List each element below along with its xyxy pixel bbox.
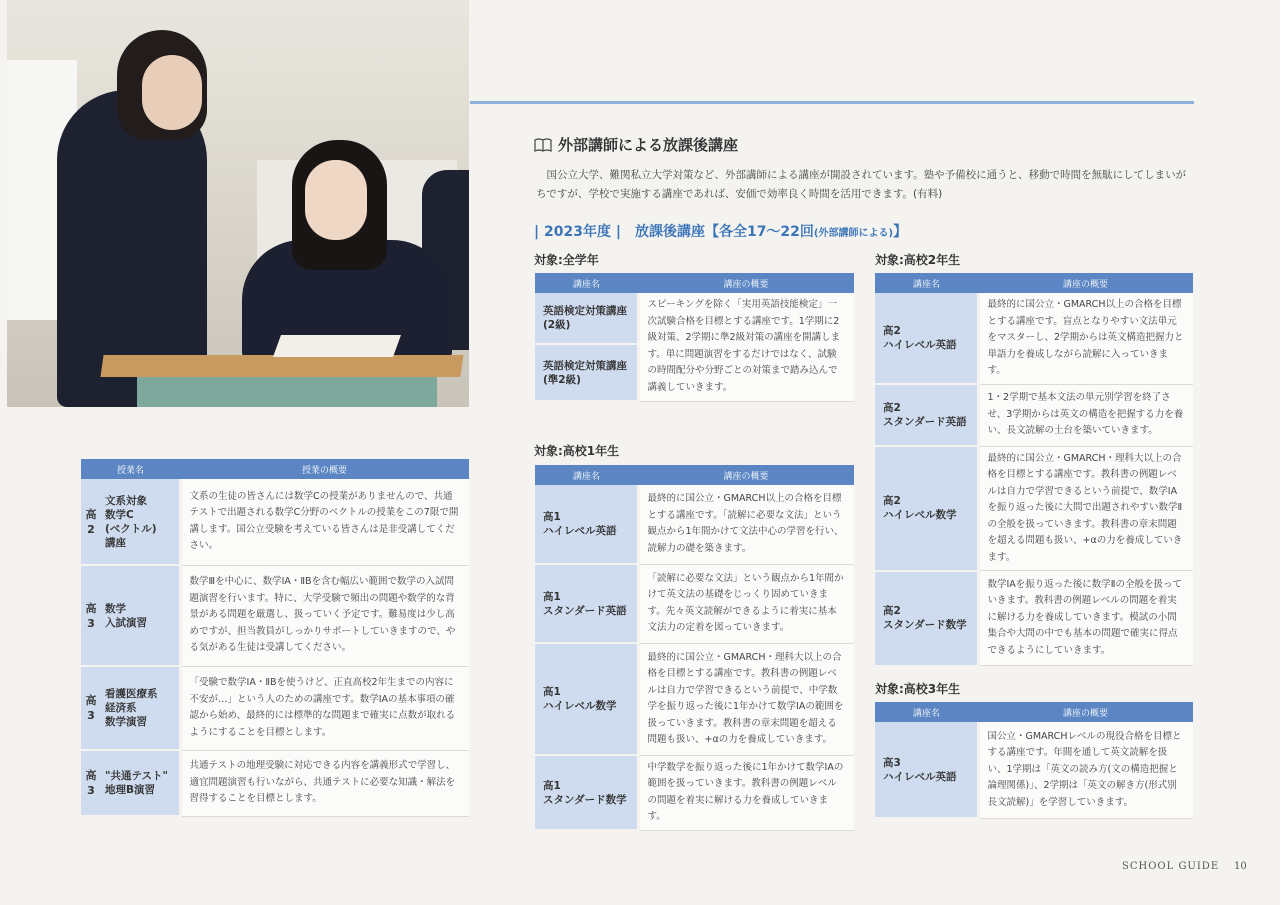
table-row: 高2 ハイレベル英語 最終的に国公立・GMARCH以上の合格を目標とする講座です。盲点となりやすい文法単元をマスターし、2学期からは英文構造把握力と単語力を養成しながら読解に入っていきます。 (875, 293, 1193, 384)
table-row: 高2 ハイレベル数学 最終的に国公立・GMARCH・理科大以上の合格を目標とする講座です。教科書の例題レベルは自力で学習できるという前提で、数学ⅠAを振り返った後に大問で出題されやすい数学Ⅱの全般を扱っていきます。教科書の章末問題を超える問題も扱い、+αの力を養成していきます。 (875, 446, 1193, 571)
table-row: 高 3 数学 入試演習 数学Ⅲを中心に、数学ⅠA・ⅡBを含む幅広い範囲で数学の入試問題演習を行います。特に、大学受験で頻出の問題や数学的な背景がある問題を厳選し、扱っていく予定です。難易度は少し高めですが、担当教員がしっかりサポートしていきますので、やる気がある生徒は受講してください。 (81, 565, 469, 666)
table-grade2: 講座名 講座の概要 高2 ハイレベル英語 最終的に国公立・GMARCH以上の合格を目標とする講座です。盲点となりやすい文法単元をマスターし、2学期からは英文構造把握力と単語力を養成しながら読解に入っていきます。 高2 スタンダード英語 1・2学期で基本文法の単元別学習を終了させ、3学期からは英文の構造を把握する力を養い、長文読解の土台を築いていきます。 高2 ハイレベル数学 最終的に国公立・GMARCH・理科大以上の合格を目標とする講座です。教科書の例題レベルは自力で学習できるという前提で、数学ⅠAを振り返った後に大問で出題されやすい数学Ⅱの全般を扱っていきます。教科書の章末問題を超える問題も扱い、+αの力を養成していきます。 高2 スタンダード数学 数学ⅠAを振り返った後に数学Ⅱの全般を扱っていきます。教科書の例題レベルの問題を着実に解ける力を養成していきます。模試の小問集合や大問の中でも基本の問題で確実に得点できるようにしていきます。 (875, 273, 1193, 667)
section-divider (470, 101, 1194, 104)
page-number: 10 (1234, 861, 1247, 872)
table-row: 高2 スタンダード数学 数学ⅠAを振り返った後に数学Ⅱの全般を扱っていきます。教科書の例題レベルの問題を着実に解ける力を養成していきます。模試の小問集合や大問の中でも基本の問題で確実に得点できるようにしていきます。 (875, 571, 1193, 666)
table-all-grades: 講座名 講座の概要 英語検定対策講座 (2級) スピーキングを除く「実用英語技能検定」一次試験合格を目標とする講座です。1学期に2級対策、2学期に準2級対策の講座を開講します。単に問題演習をするだけではなく、試験の時間配分や分野ごとの対策まで踏み込んで講義していきます。 英語検定対策講座 (準2級) (535, 273, 854, 402)
target-all-grades: 対象:全学年 (534, 253, 599, 267)
table-row: 高1 ハイレベル英語 最終的に国公立・GMARCH以上の合格を目標とする講座です。「読解に必要な文法」という観点から1年間かけて文法中心の学習を行い、読解力の礎を築きます。 (535, 485, 854, 564)
target-grade3: 対象:高校3年生 (875, 682, 961, 696)
table-grade3: 講座名 講座の概要 高3 ハイレベル英語 国公立・GMARCHレベルの現役合格を目標とする講座です。年間を通して英文読解を扱い、1学期は「英文の読み方(文の構造把握と論理関係)」、2学期は「英文の解き方(形式別長文読解)」を学習していきます。 (875, 702, 1193, 819)
table-row: 高1 スタンダード英語 「読解に必要な文法」という観点から1年間かけて英文法の基礎をじっくり固めていきます。先々英文読解ができるように着実に基本文法力の定着を図っていきます。 (535, 564, 854, 643)
footer-label: SCHOOL GUIDE (1122, 861, 1220, 872)
table-row: 高3 ハイレベル英語 国公立・GMARCHレベルの現役合格を目標とする講座です。年間を通して英文読解を扱い、1学期は「英文の読み方(文の構造把握と論理関係)」、2学期は「英文の解き方(形式別長文読解)」を学習していきます。 (875, 722, 1193, 818)
course-name: 英語検定対策講座 (準2級) (535, 344, 638, 401)
target-grade2: 対象:高校2年生 (875, 253, 961, 267)
table-row: 高1 スタンダード数学 中学数学を振り返った後に1年かけて数学ⅠAの範囲を扱っていきます。教科書の例題レベルの問題を着実に解ける力を養成していきます。 (535, 755, 854, 830)
table-row: 高 2 文系対象 数学C (ベクトル) 講座 文系の生徒の皆さんには数学Cの授業がありませんので、共通テストで出題される数学C分野のベクトルの授業をこの7限で開講します。国公立受験を考えている皆さんは是非受講してください。 (81, 479, 469, 565)
year-heading: | 2023年度 | 放課後講座【各全17〜22回(外部講師による)】 (534, 224, 908, 240)
course-summary: スピーキングを除く「実用英語技能検定」一次試験合格を目標とする講座です。1学期に2級対策、2学期に準2級対策の講座を開講します。単に問題演習をするだけではなく、試験の時間配分や分野ごとの対策まで踏み込んで講義していきます。 (638, 293, 854, 401)
course-name: 英語検定対策講座 (2級) (535, 293, 638, 344)
classroom-photo (7, 0, 469, 407)
table-row: 高 3 "共通テスト" 地理B演習 共通テストの地理受験に対応できる内容を講義形式で学習し、適宜問題演習も行いながら、共通テストに必要な知識・解法を習得することを目標とします。 (81, 750, 469, 816)
table-row: 高 3 看護医療系 経済系 数学演習 「受験で数学ⅠA・ⅡBを使うけど、正直高校2年生までの内容に不安が…」という人のための講座です。数学ⅠAの基本事項の確認から始め、最終的には標準的な問題まで確実に点数が取れるようにすることを目標とします。 (81, 666, 469, 750)
book-icon (534, 138, 552, 152)
table-row: 高2 スタンダード英語 1・2学期で基本文法の単元別学習を終了させ、3学期からは英文の構造を把握する力を養い、長文読解の土台を築いていきます。 (875, 384, 1193, 446)
table-row: 高1 ハイレベル数学 最終的に国公立・GMARCH・理科大以上の合格を目標とする講座です。教科書の例題レベルは自力で学習できるという前提で、中学数学を振り返った後に1年かけて数学ⅠAの範囲を扱っていきます。教科書の章末問題を超える問題も扱い、+αの力を養成していきます。 (535, 643, 854, 755)
target-grade1: 対象:高校1年生 (534, 444, 620, 458)
section-intro: 国公立大学、難関私立大学対策など、外部講師による講座が開設されています。塾や予備校に通うと、移動で時間を無駄にしてしまいがちですが、学校で実施する講座であれば、安価で効率良く時間を活用できます。(有料) (536, 169, 1187, 200)
table-grade1: 講座名 講座の概要 高1 ハイレベル英語 最終的に国公立・GMARCH以上の合格を目標とする講座です。「読解に必要な文法」という観点から1年間かけて文法中心の学習を行い、読解力の礎を築きます。 高1 スタンダード英語 「読解に必要な文法」という観点から1年間かけて英文法の基礎をじっくり固めていきます。先々英文読解ができるように着実に基本文法力の定着を図っていきます。 高1 ハイレベル数学 最終的に国公立・GMARCH・理科大以上の合格を目標とする講座です。教科書の例題レベルは自力で学習できるという前提で、中学数学を振り返った後に1年かけて数学ⅠAの範囲を扱っていきます。教科書の章末問題を超える問題も扱い、+αの力を養成していきます。 高1 スタンダード数学 中学数学を振り返った後に1年かけて数学ⅠAの範囲を扱っていきます。教科書の例題レベルの問題を着実に解ける力を養成していきます。 (535, 465, 854, 831)
table-classes: 授業名 授業の概要 高 2 文系対象 数学C (ベクトル) 講座 文系の生徒の皆さんには数学Cの授業がありませんので、共通テストで出題される数学C分野のベクトルの授業をこの7限で開講します。国公立受験を考えている皆さんは是非受講してください。 高 3 数学 入試演習 数学Ⅲを中心に、数学ⅠA・ⅡBを含む幅広い範囲で数学の入試問題演習を行います。特に、大学受験で頻出の問題や数学的な背景がある問題を厳選し、扱っていく予定です。難易度は少し高めですが、担当教員がしっかりサポートしていきますので、やる気がある生徒は受講してください。 高 3 看護医療系 経済系 数学演習 「受験で数学ⅠA・ⅡBを使うけど、正直高校2年生までの内容に不安が…」という人のための講座です。数学ⅠAの基本事項の確認から始め、最終的には標準的な問題まで確実に点数が取れるようにすることを目標とします。 高 3 "共通テスト" 地理B演習 共通テストの地理受験に対応できる内容を講義形式で学習し、適宜問題演習も行いながら、共通テストに必要な知識・解法を習得することを目標とします。 (81, 459, 469, 817)
section-title: 外部講師による放課後講座 (534, 134, 738, 155)
